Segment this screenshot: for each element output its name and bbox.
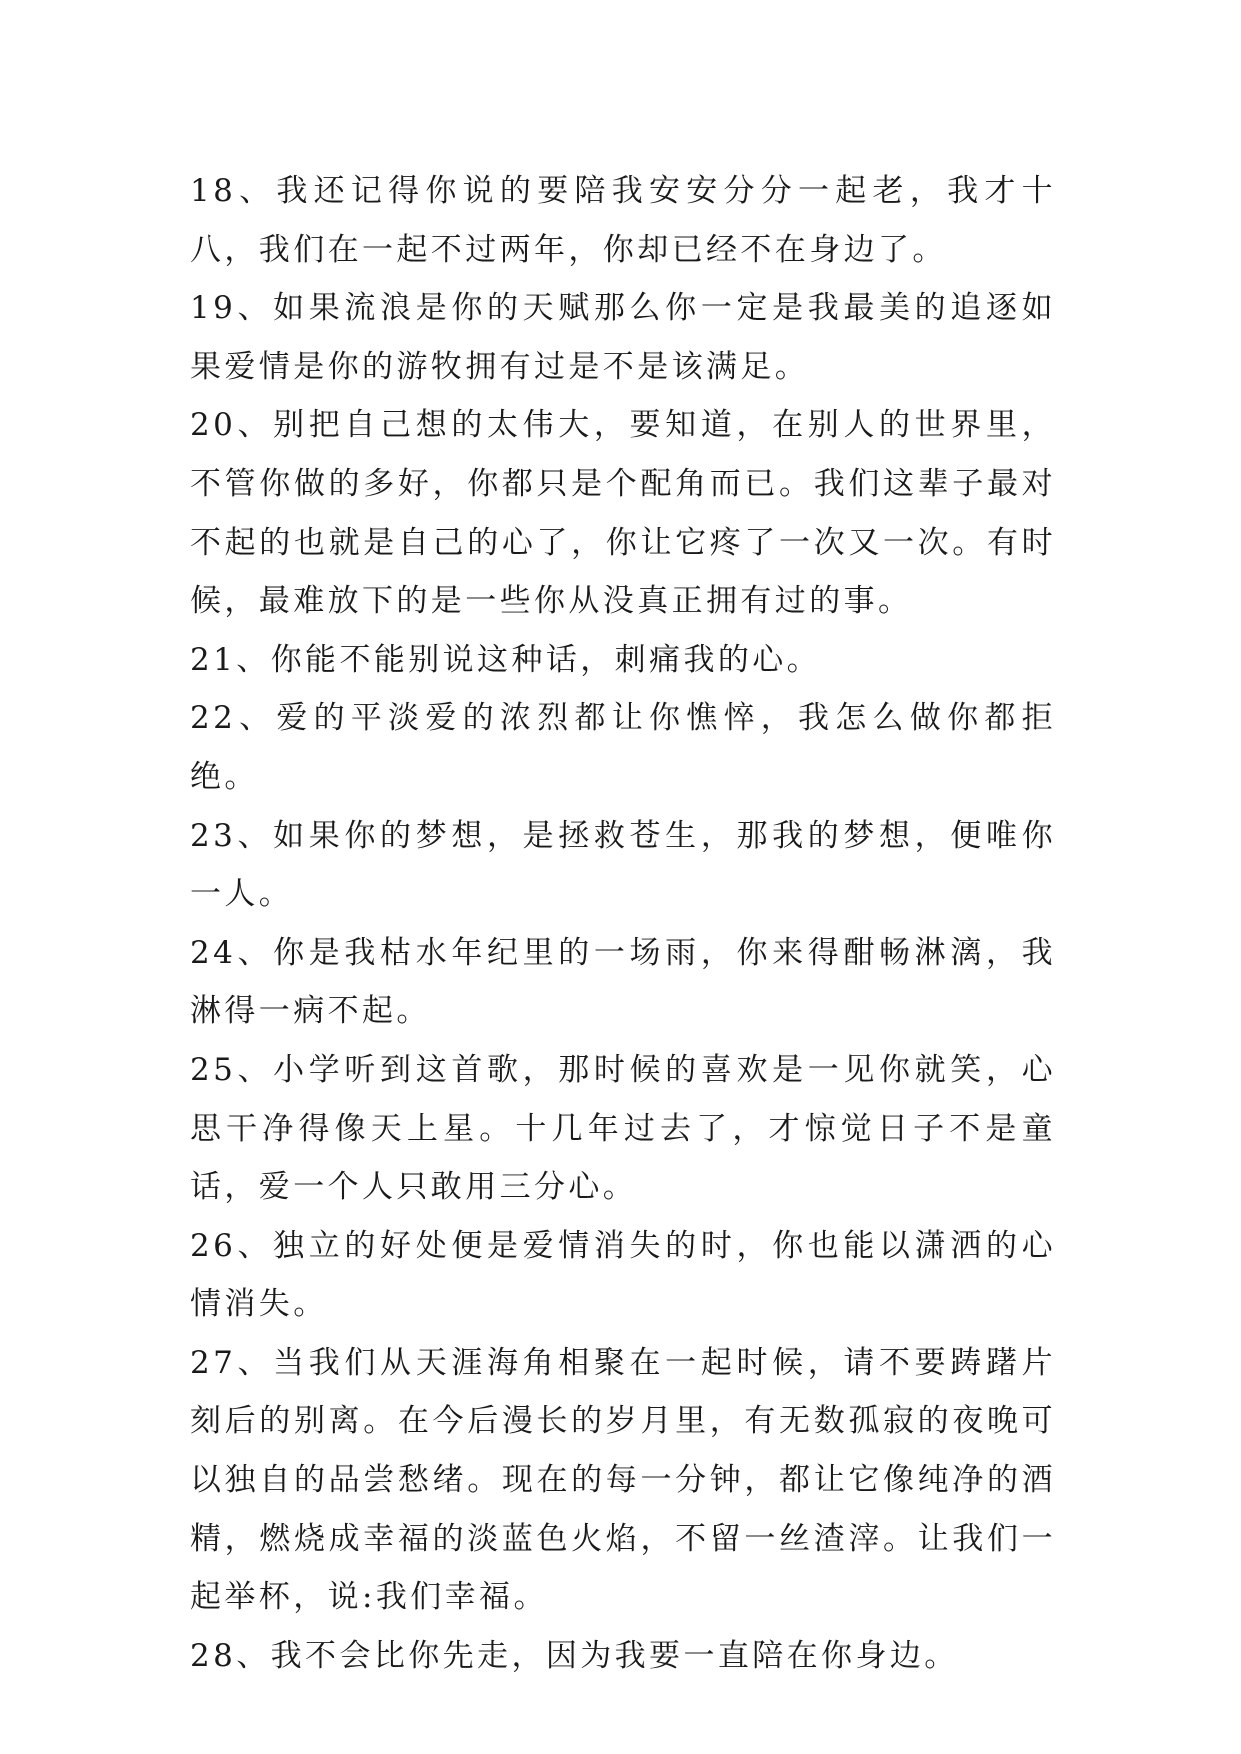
paragraph-28: 28、我不会比你先走，因为我要一直陪在你身边。 [190, 1637, 959, 1674]
paragraph-23: 23、如果你的梦想，是拯救苍生，那我的梦想，便唯你一人。 [190, 817, 1056, 913]
paragraph-22: 22、爱的平淡爱的浓烈都让你憔悴，我怎么做你都拒绝。 [190, 700, 1056, 795]
paragraph-27: 27、当我们从天涯海角相聚在一起时候，请不要踌躇片刻后的别离。在今后漫长的岁月里，有无数孤寂的夜晚可以独自的品尝愁绪。现在的每一分钟，都让它像纯净的酒精，燃烧成幸福的淡蓝色火焰，不留一丝渣滓。让我们一起举杯，说:我们幸福。 [190, 1344, 1056, 1616]
paragraph-19: 19、如果流浪是你的天赋那么你一定是我最美的追逐如果爱情是你的游牧拥有过是不是该满足。 [190, 290, 1056, 385]
paragraph-21: 21、你能不能别说这种话，刺痛我的心。 [190, 641, 822, 678]
paragraph-20: 20、别把自己想的太伟大，要知道，在别人的世界里，不管你做的多好，你都只是个配角而已。我们这辈子最对不起的也就是自己的心了，你让它疼了一次又一次。有时候，最难放下的是一些你从没真正拥有过的事。 [190, 407, 1056, 620]
paragraph-26: 26、独立的好处便是爱情消失的时，你也能以潇洒的心情消失。 [190, 1227, 1056, 1323]
paragraph-24: 24、你是我枯水年纪里的一场雨，你来得酣畅淋漓，我淋得一病不起。 [190, 934, 1056, 1030]
paragraph-25: 25、小学听到这首歌，那时候的喜欢是一见你就笑，心思干净得像天上星。十几年过去了，才惊觉日子不是童话，爱一个人只敢用三分心。 [190, 1051, 1056, 1206]
paragraph-18: 18、我还记得你说的要陪我安安分分一起老，我才十八，我们在一起不过两年，你却已经不在身边了。 [190, 173, 1056, 268]
document-body [190, 162, 1056, 1685]
